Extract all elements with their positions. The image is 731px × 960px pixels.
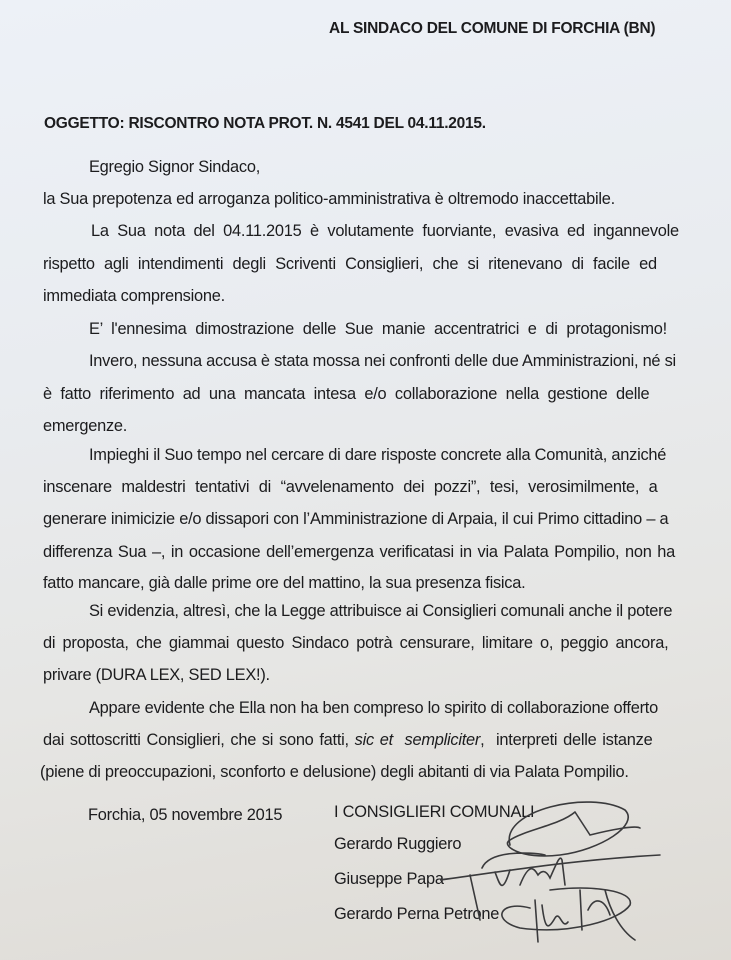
- body-line: (piene di preoccupazioni, sconforto e delusione) degli abitanti di via Palata Pompilio.: [40, 763, 629, 781]
- body-line: fatto mancare, già dalle prime ore del mattino, la sua presenza fisica.: [43, 574, 526, 592]
- body-line: rispetto agli intendimenti degli Scriventi Consiglieri, che si ritenevano di facile ed: [43, 255, 657, 273]
- recipient-heading: AL SINDACO DEL COMUNE DI FORCHIA (BN): [329, 20, 656, 37]
- salutation: Egregio Signor Sindaco,: [89, 158, 261, 176]
- body-line: privare (DURA LEX, SED LEX!).: [43, 666, 270, 684]
- signature-petrone: [502, 888, 635, 942]
- body-line: inscenare maldestri tentativi di “avvelenamento dei pozzi”, tesi, verosimilmente, a: [43, 478, 658, 496]
- latin-phrase-1: sic et: [354, 731, 393, 749]
- signatory-name: Gerardo Perna Petrone: [334, 905, 500, 923]
- body-line-italic-after: interpreti delle istanze: [496, 731, 653, 749]
- body-line: è fatto riferimento ad una mancata intesa e/o collaborazione nella gestione delle: [43, 385, 650, 403]
- signatory-name: Giuseppe Papa: [334, 870, 444, 888]
- handwritten-signatures: [440, 790, 680, 960]
- body-line: la Sua prepotenza ed arroganza politico-amministrativa è oltremodo inaccettabile.: [43, 190, 615, 208]
- body-line: E’ l'ennesima dimostrazione delle Sue manie accentratrici e di protagonismo!: [89, 320, 667, 338]
- place-date: Forchia, 05 novembre 2015: [88, 806, 283, 824]
- body-line: immediata comprensione.: [43, 287, 225, 305]
- body-line: differenza Sua –, in occasione dell’emergenza verificatasi in via Palata Pompilio, non ha: [43, 543, 676, 561]
- body-line: emergenze.: [43, 417, 128, 435]
- body-line: La Sua nota del 04.11.2015 è volutamente fuorviante, evasiva ed ingannevole: [91, 222, 679, 240]
- body-line: di proposta, che giammai questo Sindaco potrà censurare, limitare o, peggio ancora,: [43, 634, 669, 652]
- signature-papa: [440, 855, 660, 920]
- body-line: Si evidenzia, altresì, che la Legge attribuisce ai Consiglieri comunali anche il potere: [89, 602, 673, 620]
- subject-line: OGGETTO: RISCONTRO NOTA PROT. N. 4541 DEL 04.11.2015.: [44, 115, 486, 132]
- body-line: Impieghi il Suo tempo nel cercare di dare risposte concrete alla Comunità, anziché: [89, 446, 667, 464]
- body-line-italic: dai sottoscritti Consiglieri, che si sono fatti, sic et sempliciter, interpreti delle istanze: [43, 731, 653, 749]
- signatory-name: Gerardo Ruggiero: [334, 835, 462, 853]
- body-line: generare inimicizie e/o dissapori con l’Amministrazione di Arpaia, il cui Primo cittadino – a: [43, 510, 669, 528]
- body-line: Invero, nessuna accusa è stata mossa nei confronti delle due Amministrazioni, né si: [89, 352, 676, 370]
- latin-phrase-3: r: [474, 731, 481, 749]
- body-line-italic-before: dai sottoscritti Consiglieri, che si sono fatti,: [43, 731, 349, 749]
- signatories-title: I CONSIGLIERI COMUNALI: [334, 803, 535, 821]
- body-line: Appare evidente che Ella non ha ben compreso lo spirito di collaborazione offerto: [89, 699, 658, 717]
- latin-phrase-2: semplicite: [404, 731, 475, 749]
